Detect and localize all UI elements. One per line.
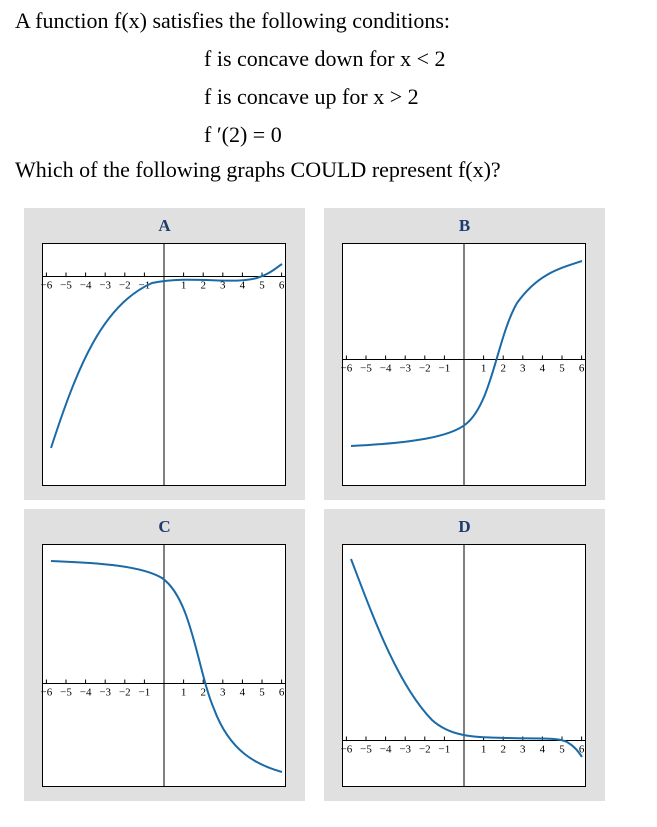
x-tick-label: −3 [399,743,412,756]
x-tick-label: −5 [360,362,372,375]
x-tick-label: −3 [99,279,112,292]
x-tick-label: 3 [220,686,226,699]
condition-derivative: f ′(2) = 0 [204,122,282,147]
x-tick-label: −6 [40,686,53,699]
graph-c-svg [42,544,286,787]
x-tick-label: −6 [340,362,353,375]
x-tick-label: −3 [399,362,412,375]
graph-plot-a [42,243,286,486]
x-tick-label: −5 [60,686,72,699]
x-tick-label: −4 [79,279,92,292]
x-tick-label: −5 [360,743,372,756]
x-tick-label: −2 [118,279,131,292]
graph-plot-d [342,544,586,787]
x-tick-label: −6 [40,279,53,292]
x-tick-label: 1 [180,686,187,699]
x-tick-label: 6 [578,743,585,756]
x-tick-label: 5 [559,743,565,756]
graph-option-c[interactable] [24,509,305,801]
condition-concave-down: f is concave down for x < 2 [204,46,446,71]
graph-option-b[interactable] [324,208,605,500]
x-tick-label: −1 [438,743,451,756]
x-tick-label: 2 [200,686,206,699]
graph-label-b: B [458,216,471,235]
x-tick-label: −1 [138,279,151,292]
question-prompt: Which of the following graphs COULD represent f(x)? [15,157,501,182]
x-tick-label: 2 [500,743,506,756]
graph-label-c: C [158,517,171,536]
x-tick-label: 3 [220,279,226,292]
graph-option-d[interactable] [324,509,605,801]
x-tick-label: −1 [438,362,451,375]
x-tick-label: −2 [118,686,131,699]
graph-d-svg [342,544,586,787]
condition-concave-up: f is concave up for x > 2 [204,84,419,109]
x-tick-label: −2 [418,362,431,375]
x-tick-label: 4 [239,279,246,292]
x-tick-label: −4 [379,743,392,756]
x-tick-label: 1 [180,279,187,292]
question-intro: A function f(x) satisfies the following conditions: [15,8,451,33]
graph-plot-c [42,544,286,787]
x-tick-label: −1 [138,686,151,699]
x-tick-label: 4 [539,362,546,375]
x-tick-label: 4 [239,686,246,699]
graph-label-a: A [158,216,171,235]
x-tick-label: 2 [200,279,206,292]
graph-plot-b [342,243,586,486]
graph-label-d: D [458,517,471,536]
x-tick-label: 4 [539,743,546,756]
x-tick-label: 5 [259,279,265,292]
x-tick-label: −6 [340,743,353,756]
x-tick-label: 6 [278,686,285,699]
x-tick-label: −5 [60,279,72,292]
x-tick-label: 5 [559,362,565,375]
x-tick-label: 6 [278,279,285,292]
graph-option-a[interactable] [24,208,305,500]
x-tick-label: −4 [379,362,392,375]
x-tick-label: −3 [99,686,112,699]
x-tick-label: 3 [520,743,526,756]
graph-b-svg [342,243,586,486]
x-tick-label: 5 [259,686,265,699]
x-tick-label: −4 [79,686,92,699]
x-tick-label: −2 [418,743,431,756]
graph-a-svg [42,243,286,486]
x-tick-label: 1 [480,362,487,375]
x-tick-label: 1 [480,743,487,756]
x-tick-label: 6 [578,362,585,375]
x-tick-label: 2 [500,362,506,375]
x-tick-label: 3 [520,362,526,375]
